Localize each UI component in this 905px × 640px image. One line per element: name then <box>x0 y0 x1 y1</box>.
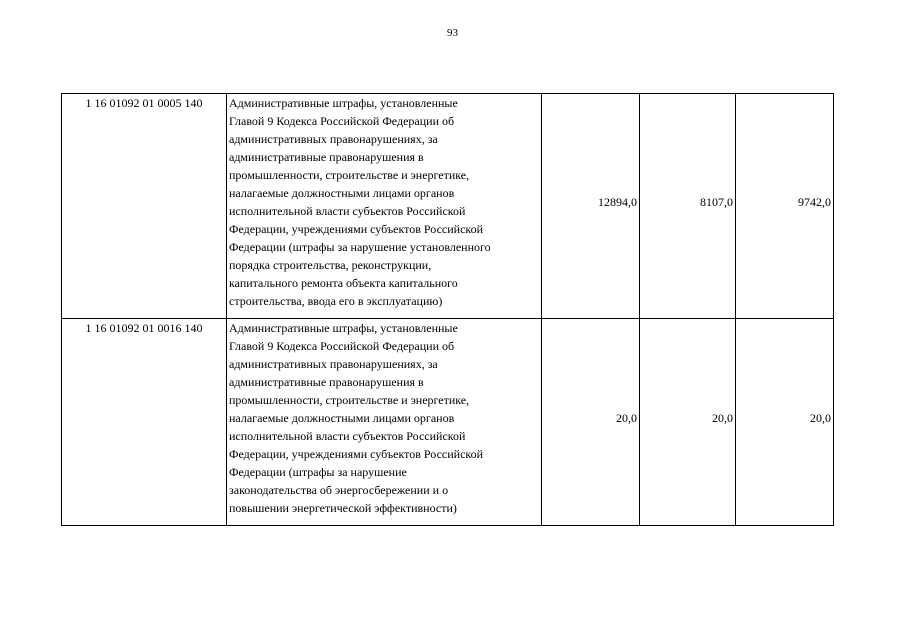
revenue-name-cell <box>227 319 542 526</box>
budget-revenue-table <box>61 93 834 526</box>
value-year-2-cell: 8107,0 <box>640 94 736 319</box>
revenue-name-cell <box>227 94 542 319</box>
table-row <box>62 94 834 319</box>
name-line: капитального ремонта объекта капитального <box>229 276 458 290</box>
name-line: законодательства об энергосбережении и о <box>229 483 449 497</box>
name-line: Главой 9 Кодекса Российской Федерации об <box>229 114 455 128</box>
name-line: промышленности, строительстве и энергетике, <box>229 393 470 407</box>
name-line: Федерации, учреждениями субъектов Российской <box>229 447 484 461</box>
name-line: Административные штрафы, установленные <box>229 321 458 335</box>
name-line: Федерации, учреждениями субъектов Российской <box>229 222 484 236</box>
page-number: 93 <box>447 27 458 39</box>
name-line: налагаемые должностными лицами органов <box>229 186 455 200</box>
value-year-1-cell: 12894,0 <box>542 94 640 319</box>
revenue-code-cell: 1 16 01092 01 0016 140 <box>62 319 227 526</box>
name-line: исполнительной власти субъектов Российской <box>229 429 466 443</box>
name-line: административных правонарушениях, за <box>229 357 438 371</box>
name-line: строительства, ввода его в эксплуатацию) <box>229 294 443 308</box>
value-year-3-cell: 20,0 <box>736 319 834 526</box>
revenue-code-cell: 1 16 01092 01 0005 140 <box>62 94 227 319</box>
name-line: административные правонарушения в <box>229 375 424 389</box>
name-line: налагаемые должностными лицами органов <box>229 411 455 425</box>
name-line: Административные штрафы, установленные <box>229 96 458 110</box>
value-year-1-cell: 20,0 <box>542 319 640 526</box>
name-line: порядка строительства, реконструкции, <box>229 258 432 272</box>
name-line: Федерации (штрафы за нарушение установленного <box>229 240 491 254</box>
name-line: Главой 9 Кодекса Российской Федерации об <box>229 339 455 353</box>
table-row <box>62 319 834 526</box>
name-line: административные правонарушения в <box>229 150 424 164</box>
name-line: промышленности, строительстве и энергетике, <box>229 168 470 182</box>
name-line: повышении энергетической эффективности) <box>229 501 457 515</box>
value-year-3-cell: 9742,0 <box>736 94 834 319</box>
value-year-2-cell: 20,0 <box>640 319 736 526</box>
name-line: административных правонарушениях, за <box>229 132 438 146</box>
name-line: Федерации (штрафы за нарушение <box>229 465 407 479</box>
name-line: исполнительной власти субъектов Российской <box>229 204 466 218</box>
